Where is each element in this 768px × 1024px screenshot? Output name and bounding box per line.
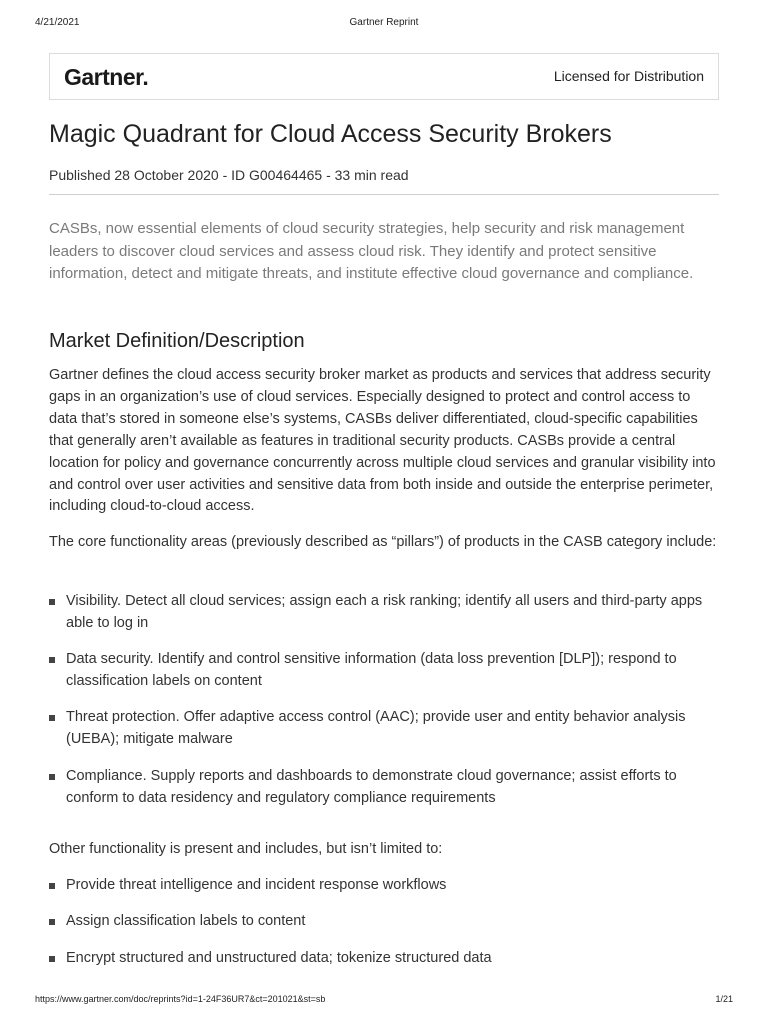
list-item [49,875,721,897]
gartner-logo: Gartner. [64,64,149,90]
print-footer-url: https://www.gartner.com/doc/reprints?id=1-24F36UR7&ct=201021&st=sb [35,994,326,1004]
bullet-icon [49,883,55,889]
bullet-icon [49,774,55,780]
print-footer-page: 1/21 [715,994,733,1004]
list-item [49,649,721,693]
bullet-icon [49,956,55,962]
list-item [49,707,721,751]
bullet-icon [49,919,55,925]
list-item-text: Provide threat intelligence and incident response workflows [66,877,447,893]
document-title: Magic Quadrant for Cloud Access Security Brokers [49,120,612,148]
list-item-text: Compliance. Supply reports and dashboards to demonstrate cloud governance; assist efforts to conform to data residency and regulatory compliance requirements [66,768,677,806]
bullet-icon [49,715,55,721]
core-functionality-intro: The core functionality areas (previously described as “pillars”) of products in the CASB category include: [49,534,717,550]
license-label: Licensed for Distribution [553,68,704,84]
divider [49,194,719,195]
summary-text: CASBs, now essential elements of cloud security strategies, help security and risk management leaders to discover cloud services and assess cloud risk. They identify and protect sensitive information, detect and mitigate threats, and institute effective cloud governance and compliance. [49,220,694,283]
list-item-text: Data security. Identify and control sensitive information (data loss prevention [DLP]); respond to classification labels on content [66,651,677,689]
bullet-icon [49,657,55,663]
distribution-banner [49,53,719,100]
other-functionality-intro: Other functionality is present and includes, but isn’t limited to: [49,841,443,857]
list-item-text: Threat protection. Offer adaptive access control (AAC); provide user and entity behavior analysis (UEBA); mitigate malware [66,709,686,747]
list-item-text: Visibility. Detect all cloud services; assign each a risk ranking; identify all users and third-party apps able to log in [66,593,703,631]
list-item [49,766,721,810]
list-item-text: Assign classification labels to content [66,913,306,929]
publication-meta: Published 28 October 2020 - ID G00464465 - 33 min read [49,167,409,183]
section-heading: Market Definition/Description [49,330,305,352]
list-item-text: Encrypt structured and unstructured data; tokenize structured data [66,950,492,966]
print-header-date: 4/21/2021 [35,17,80,28]
list-item [49,591,721,635]
market-definition-paragraph: Gartner defines the cloud access security broker market as products and services that address security gaps in an organization’s use of cloud services. Especially designed to protect and control access to data that’s stored in someone else’s systems, CASBs deliver differentiated, cloud-specific capabilities that generally aren’t available as features in traditional security products. CASBs provide a central location for policy and governance concurrently across multiple cloud services and granular visibility into and control over user activities and sensitive data from both inside and outside the enterprise perimeter, including cloud-to-cloud access. [49,367,716,515]
bullet-icon [49,599,55,605]
list-item [49,948,721,970]
list-item [49,911,721,933]
print-header-title: Gartner Reprint [349,17,419,28]
